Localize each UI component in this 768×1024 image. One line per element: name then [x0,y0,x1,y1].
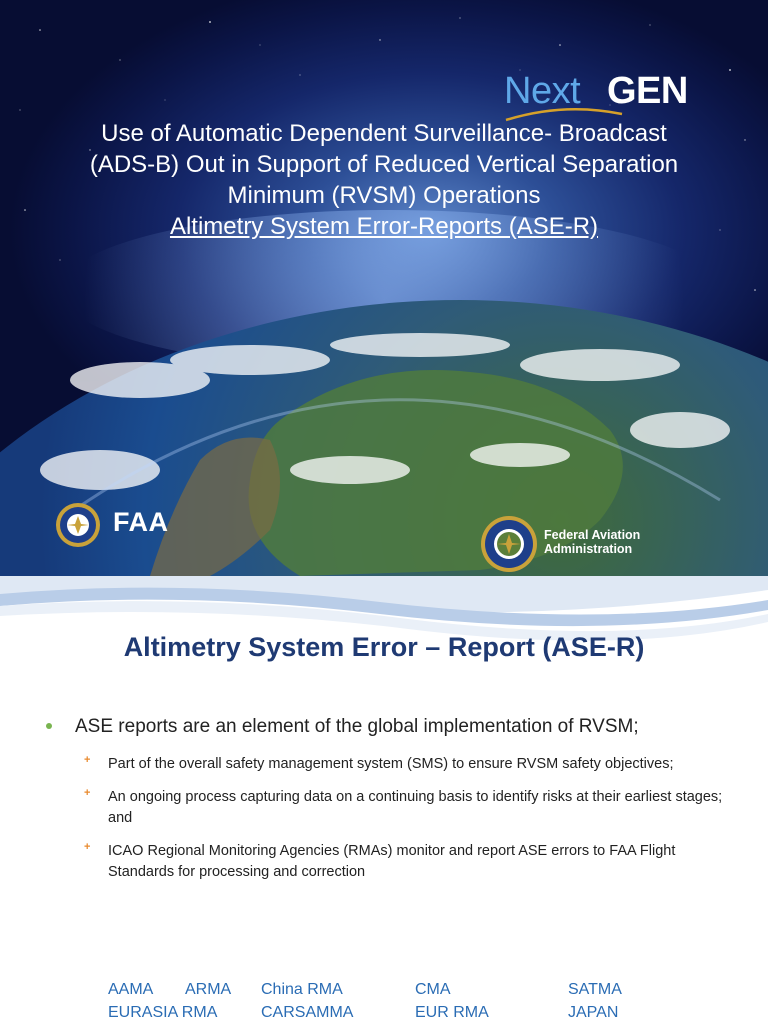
faa-seal-icon [55,502,101,548]
title-line: Minimum (RVSM) Operations [227,182,541,209]
nextgen-logo-gen: GEN [607,70,688,112]
rma-label: EURASIA RMA [108,1004,218,1021]
title-line: (ADS-B) Out in Support of Reduced Vertical Separation [89,151,679,178]
rma-label: AAMA [108,981,154,998]
sub-bullet-text: Part of the overall safety management system (SMS) to ensure RVSM safety objectives; [108,756,674,772]
rma-label: China RMA [261,981,343,998]
rma-label: CARSAMMA [261,1004,354,1021]
faa-administration-seal-icon [480,515,538,573]
presentation-title [20,118,748,242]
faa-name [544,528,640,556]
faa-name-line: Federal Aviation [544,528,641,542]
plus-bullet-icon: + [84,841,91,853]
nextgen-logo-next: Next [504,70,581,112]
title-line: Use of Automatic Dependent Surveillance- Broadcast [101,120,667,147]
faa-logo-text: FAA [113,507,169,537]
rma-label: EUR RMA [415,1004,489,1021]
bullet-dot-icon [46,723,52,729]
sub-bullet-text: ICAO Regional Monitoring Agencies (RMAs) monitor and report ASE errors to FAA Flight Standards for processing and correction [108,843,676,880]
faa-name-line: Administration [544,542,633,556]
plus-bullet-icon: + [84,787,91,799]
rma-label: CMA [415,981,451,998]
rma-label: ARMA [185,981,232,998]
presentation-subtitle: Altimetry System Error-Reports (ASE-R) [169,213,599,240]
rma-label: JAPAN [568,1004,619,1021]
slide-title: Altimetry System Error – Report (ASE-R) [123,632,645,662]
ase-r-slide [0,576,768,1024]
rma-label: SATMA [568,981,622,998]
sub-bullet-text: An ongoing process capturing data on a continuing basis to identify risks at their earliest stages; and [108,789,723,826]
plus-bullet-icon: + [84,754,91,766]
main-bullet-text: ASE reports are an element of the global implementation of RVSM; [75,716,639,737]
